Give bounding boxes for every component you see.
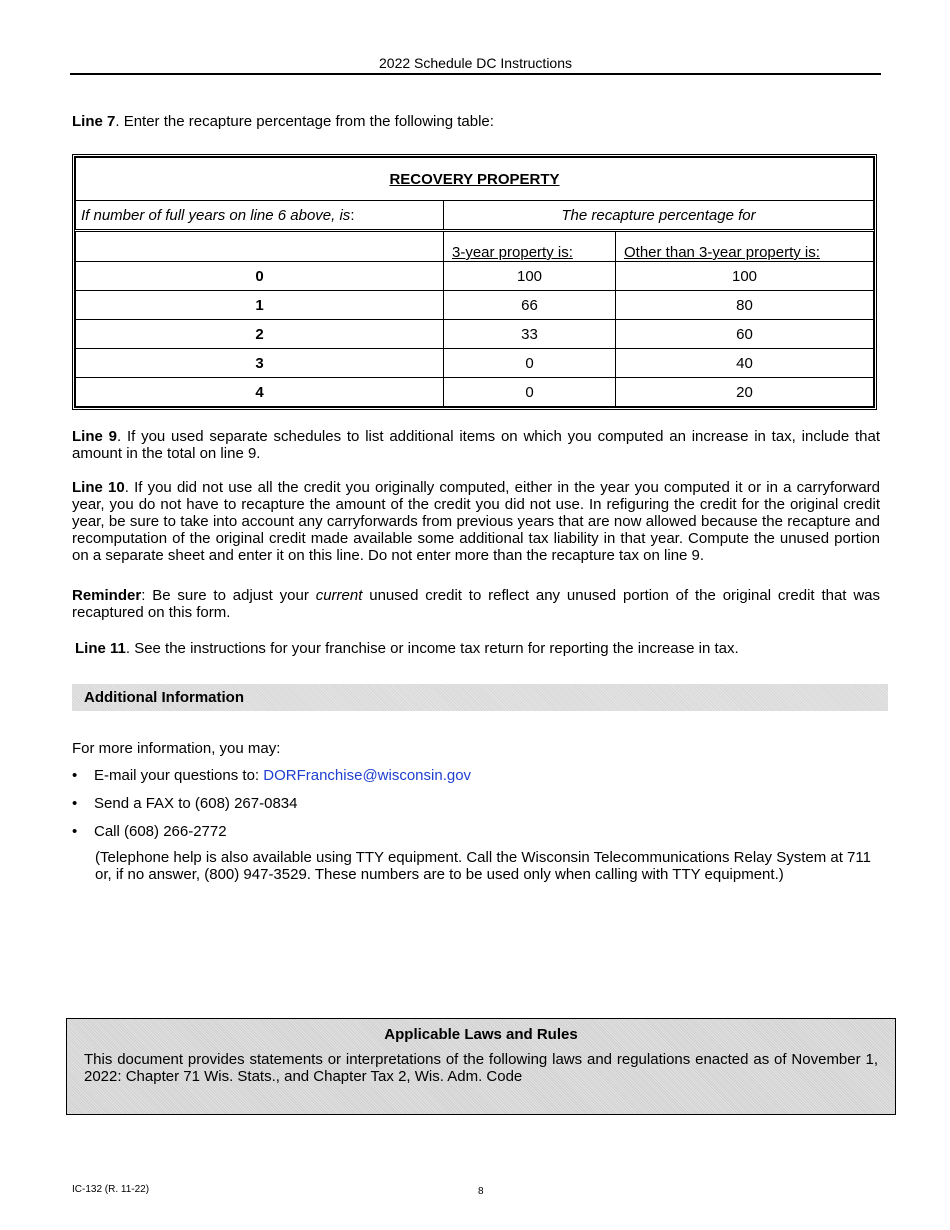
line11-label: Line 11	[75, 640, 126, 657]
form-number: IC-132 (R. 11-22)	[72, 1184, 150, 1195]
line9-paragraph	[72, 428, 880, 462]
line11-paragraph	[75, 640, 883, 657]
additional-intro: For more information, you may:	[72, 740, 281, 757]
page-number: 8	[478, 1186, 484, 1197]
reminder-label: Reminder	[72, 587, 142, 604]
line9-label: Line 9	[72, 428, 117, 445]
table-row: 0 100 100	[76, 262, 874, 291]
page-header: 2022 Schedule DC Instructions	[70, 55, 881, 75]
line10-text: . If you did not use all the credit you originally computed, either in the year you computed it or in a carryforward year, you do not have to recapture the amount of the credit you did not use. In refiguring the credit for the original credit year, be sure to take into account any carryforwards from previous years that are now allowed because the recapture and recomputation of the original credit made available some additional tax liability in that year. Compute the unused portion on a separate sheet and enter it on this line. Do not enter more than the recapture tax on line 9.	[72, 479, 880, 564]
table-row: 4 0 20	[76, 378, 874, 407]
table-row: 3 0 40	[76, 349, 874, 378]
left-header: If number of full years on line 6 above, is:	[76, 201, 444, 231]
col-other: Other than 3-year property is:	[616, 231, 874, 262]
table-row: 1 66 80	[76, 291, 874, 320]
list-item: • Call (608) 266-2772	[72, 823, 227, 840]
col-3-year: 3-year property is:	[444, 231, 616, 262]
blank-cell	[76, 231, 444, 262]
email-link[interactable]: DORFranchise@wisconsin.gov	[263, 767, 472, 784]
table-title: RECOVERY PROPERTY	[76, 158, 874, 201]
list-item: • E-mail your questions to: DORFranchise@wisconsin.gov	[72, 767, 472, 784]
table-row: 2 33 60	[76, 320, 874, 349]
recovery-property-table	[72, 154, 877, 410]
list-item: • Send a FAX to (608) 267-0834	[72, 795, 298, 812]
line10-paragraph	[72, 479, 880, 564]
laws-title: Applicable Laws and Rules	[384, 1026, 578, 1043]
line11-text: . See the instructions for your franchise or income tax return for reporting the increase in tax.	[125, 640, 739, 657]
tty-note: (Telephone help is also available using TTY equipment. Call the Wisconsin Telecommunications Relay System at 711 or, if no answer, (800) 947-3529. These numbers are to be used only when calling with TTY equipment.)	[95, 849, 871, 883]
laws-body: This document provides statements or interpretations of the following laws and regulations enacted as of November 1, 2022: Chapter 71 Wis. Stats., and Chapter Tax 2, Wis. Adm. Code	[84, 1051, 878, 1085]
reminder-emphasis: current	[315, 587, 363, 604]
applicable-laws-box	[66, 1018, 896, 1115]
line9-text: . If you used separate schedules to list additional items on which you computed an increase in tax, include that amount in the total on line 9.	[72, 428, 880, 462]
line7-paragraph	[72, 113, 880, 130]
contact-list	[72, 766, 882, 850]
additional-info-heading: Additional Information	[72, 684, 888, 711]
line7-label: Line 7	[72, 113, 116, 130]
line10-label: Line 10	[72, 479, 125, 496]
right-header: The recapture percentage for	[444, 201, 874, 231]
line7-text: . Enter the recapture percentage from the following table:	[115, 113, 494, 130]
reminder-paragraph: Reminder: Be sure to adjust your current unused credit to reflect any unused portion of the original credit that was recaptured on this form.	[72, 587, 880, 621]
